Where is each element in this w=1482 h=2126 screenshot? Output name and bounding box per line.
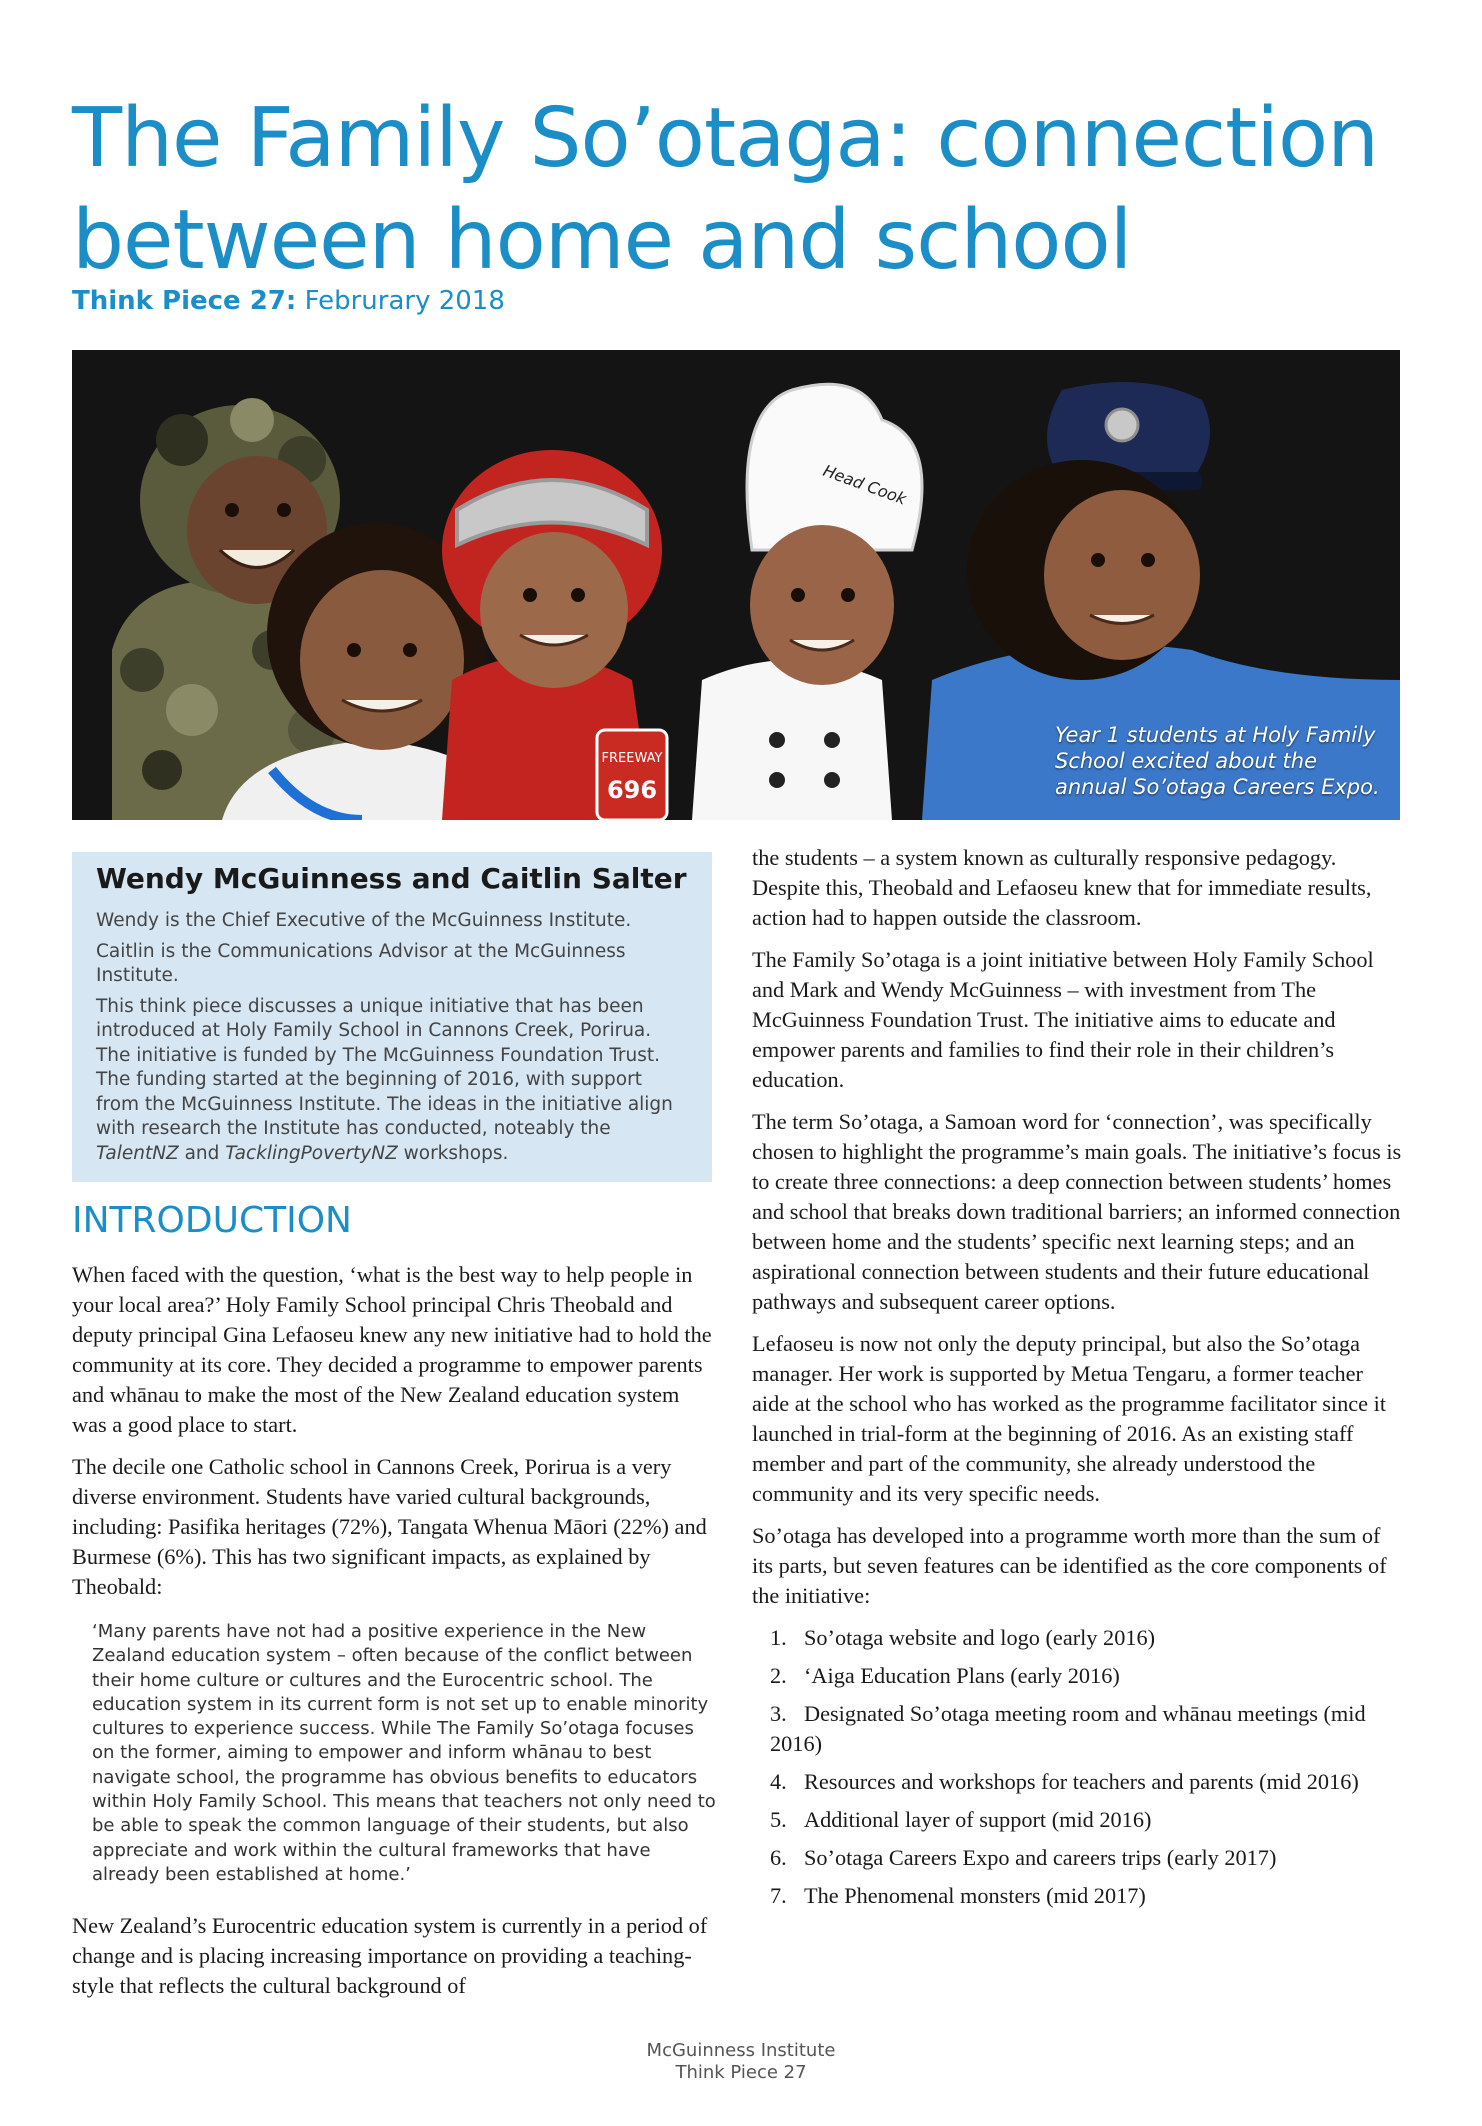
page-footer — [0, 2040, 1482, 2084]
photo-caption: Year 1 students at Holy Family School excited about the annual So’otaga Careers Expo. — [1055, 723, 1380, 799]
bio-caitlin: Caitlin is the Communications Advisor at the McGuinness Institute. — [96, 940, 626, 986]
list-text: So’otaga website and logo (early 2016) — [804, 1625, 1156, 1650]
paragraph-lefaoseu: Lefaoseu is now not only the deputy principal, but also the So’otaga manager. Her work is supported by Metua Tengaru, a former teacher aide at the school who has worked as the programme facilitator since it launched in trial-form at the beginning of 2016. As an existing staff member and part of the community, she already understood the community and its very specific needs. — [752, 1331, 1387, 1506]
chef-hat-text: Head Cook — [820, 460, 909, 509]
list-item — [752, 1661, 1402, 1691]
section-heading-introduction: INTRODUCTION — [72, 1200, 352, 1241]
theobald-quote: ‘Many parents have not had a positive experience in the New Zealand education system – often because of the conflict between their home culture or cultures and the Eurocentric school. The education system in its current form is not set up to enable minority cultures to experience success. While The Family So’otaga focuses on the former, aiming to empower and inform whānau to best navigate school, the programme has obvious benefits to educators within Holy Family School. This means that teachers not only need to be able to speak the common language of their students, but also appreciate and work within the cultural frameworks that have already been established at home.’ — [92, 1621, 716, 1885]
intro-paragraph-1: When faced with the question, ‘what is the best way to help people in your local area?’ Holy Family School principal Chris Theobald and deputy principal Gina Lefaoseu knew any new initiative had to hold the community at its core. They decided a programme to empower parents and whānau to make the most of the New Zealand education system was a good place to start. — [72, 1262, 712, 1437]
list-number: 3. — [770, 1701, 787, 1726]
issue-date: Februrary 2018 — [304, 286, 505, 316]
list-item — [752, 1805, 1402, 1835]
continued-paragraph: the students – a system known as culturally responsive pedagogy. Despite this, Theobald and Lefaoseu knew that for immediate results, action had to happen outside the classroom. — [752, 845, 1372, 930]
page-title: The Family So’otaga: connection between home and school — [72, 91, 1379, 288]
author-heading: Wendy McGuinness and Caitlin Salter — [96, 862, 687, 895]
intro-paragraph-3: New Zealand’s Eurocentric education system is currently in a period of change and is placing increasing importance on providing a teaching-style that reflects the cultural background of — [72, 1913, 708, 1999]
paragraph-components: So’otaga has developed into a programme worth more than the sum of its parts, but seven features can be identified as the core components of the initiative: — [752, 1523, 1387, 1608]
list-number: 5. — [770, 1807, 787, 1832]
bio-wendy: Wendy is the Chief Executive of the McGuinness Institute. — [96, 910, 632, 931]
list-number: 2. — [770, 1663, 787, 1688]
list-item — [752, 1881, 1402, 1911]
footer-publisher: McGuinness Institute — [646, 2040, 836, 2061]
list-text: ‘Aiga Education Plans (early 2016) — [804, 1663, 1120, 1688]
list-number: 6. — [770, 1845, 787, 1870]
components-list — [752, 1623, 1402, 1911]
author-box — [72, 852, 712, 1182]
list-text: Resources and workshops for teachers and parents (mid 2016) — [804, 1769, 1359, 1794]
list-item — [752, 1623, 1402, 1653]
left-column — [72, 1260, 717, 2013]
list-text: The Phenomenal monsters (mid 2017) — [804, 1883, 1146, 1908]
list-item — [752, 1843, 1402, 1873]
list-text: So’otaga Careers Expo and careers trips (early 2017) — [804, 1845, 1277, 1870]
issue-label: Think Piece 27: — [72, 286, 297, 316]
list-number: 4. — [770, 1769, 787, 1794]
summary-end: workshops. — [397, 1142, 509, 1164]
list-text: Additional layer of support (mid 2016) — [804, 1807, 1152, 1832]
issue-subtitle — [72, 286, 505, 316]
list-number: 7. — [770, 1883, 787, 1908]
summary — [96, 995, 688, 1167]
talentnz-ref: TalentNZ — [96, 1142, 179, 1164]
summary-text: This think piece discusses a unique initiative that has been introduced at Holy Family School in Cannons Creek, Porirua. The initiative is funded by The McGuinness Foundation Trust. The funding started at the beginning of 2016, with support from the McGuinness Institute. The ideas in the initiative align with research the Institute has conducted, noteably the — [96, 995, 673, 1139]
summary-and: and — [178, 1142, 226, 1164]
paragraph-joint-initiative: The Family So’otaga is a joint initiative between Holy Family School and Mark and Wendy McGuinness – with investment from The McGuinness Foundation Trust. The initiative aims to educate and empower parents and families to find their role in their children’s education. — [752, 947, 1374, 1092]
paragraph-term-sootaga: The term So’otaga, a Samoan word for ‘connection’, was specifically chosen to highlight the programme’s main goals. The initiative’s focus is to create three connections: a deep connection between students’ homes and school that breaks down traditional barriers; an informed connection between home and the students’ specific next learning steps; and an aspirational connection between students and their future educational pathways and subsequent career options. — [752, 1109, 1402, 1314]
intro-paragraph-2: The decile one Catholic school in Cannons Creek, Porirua is a very diverse environment. Students have varied cultural backgrounds, including: Pasifika heritages (72%), Tangata Whenua Māori (22%) and Burmese (6%). This has two significant impacts, as explained by Theobald: — [72, 1454, 707, 1599]
list-number: 1. — [770, 1625, 787, 1650]
badge-number: 696 — [606, 776, 658, 804]
right-column — [752, 843, 1402, 1919]
list-item — [752, 1767, 1402, 1797]
badge-text: FREEWAY — [601, 751, 663, 766]
list-item — [752, 1699, 1402, 1759]
footer-issue: Think Piece 27 — [675, 2062, 807, 2083]
tacklingpovertynz-ref: TacklingPovertyNZ — [225, 1142, 398, 1164]
list-text: Designated So’otaga meeting room and whānau meetings (mid 2016) — [770, 1701, 1366, 1756]
